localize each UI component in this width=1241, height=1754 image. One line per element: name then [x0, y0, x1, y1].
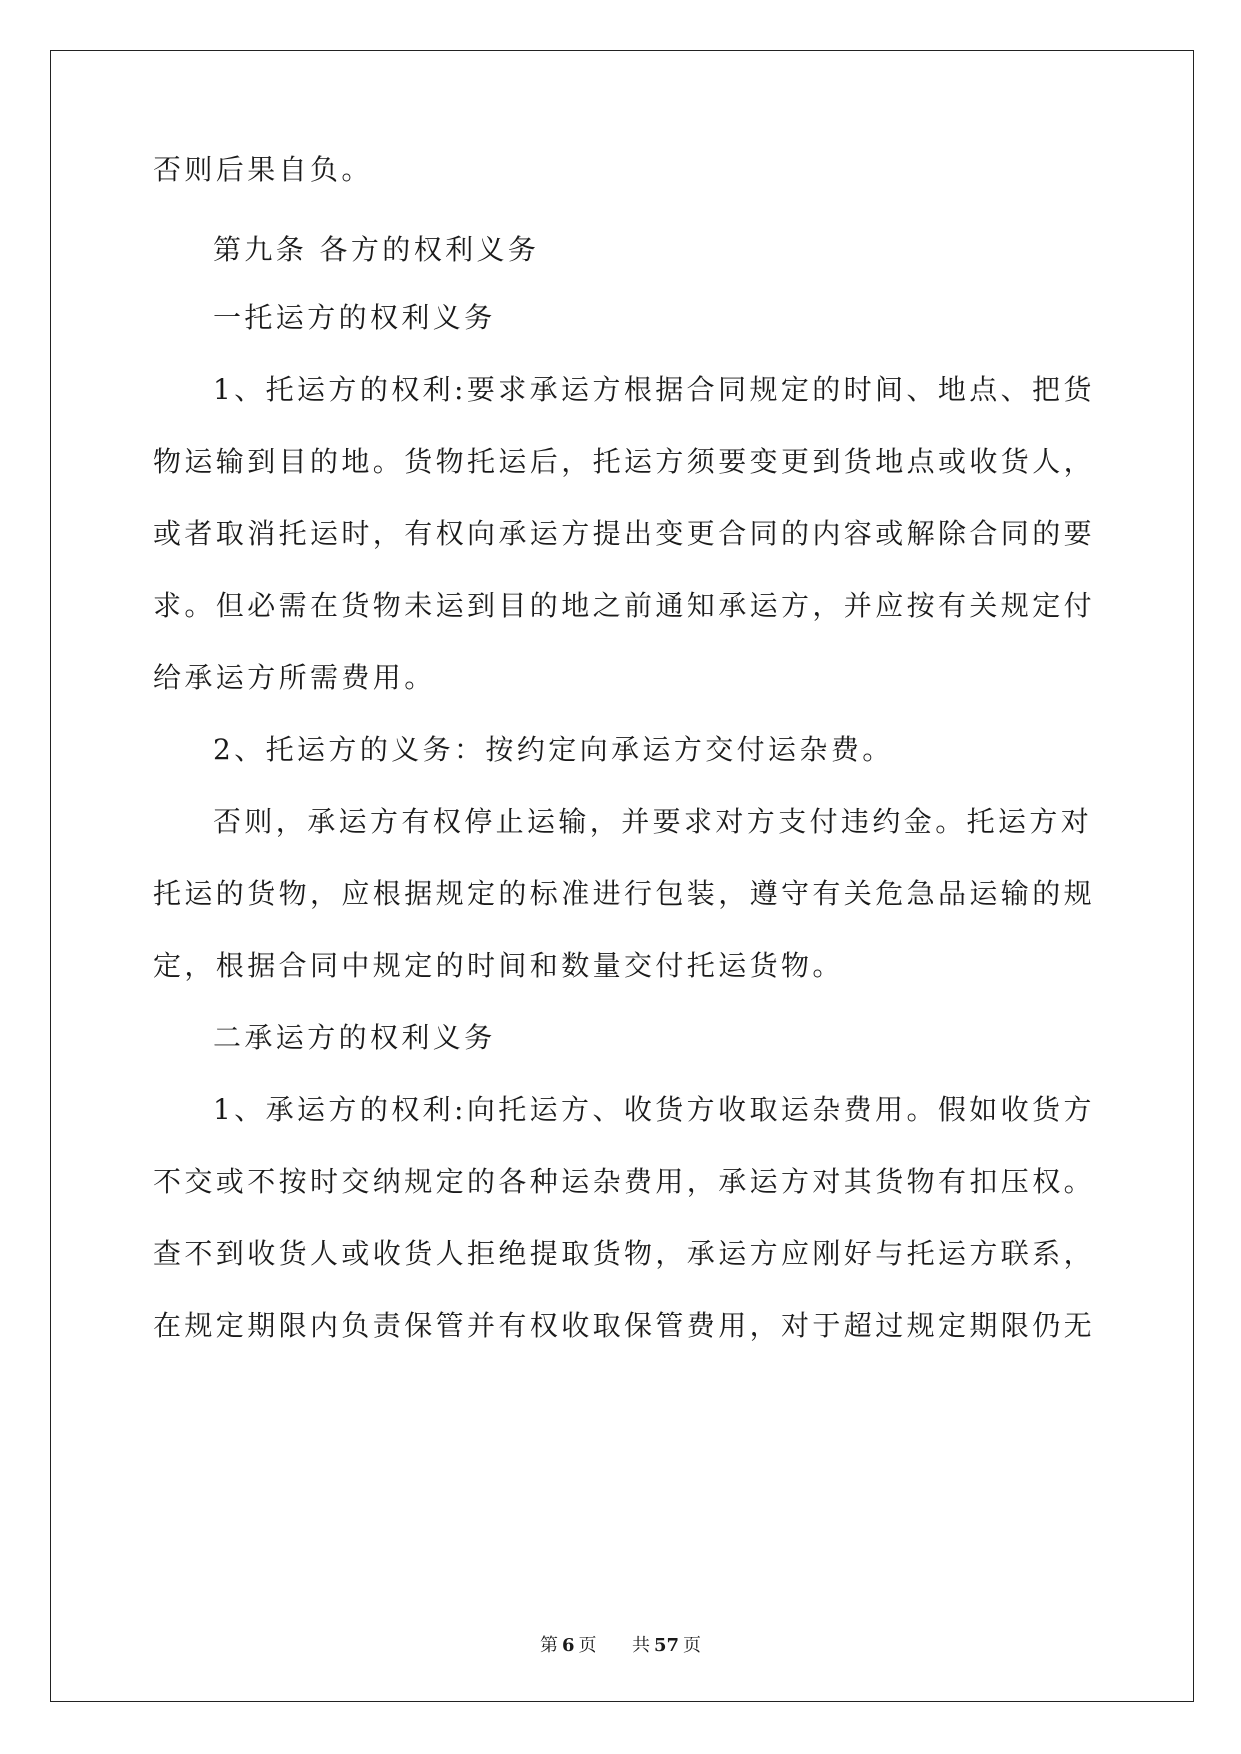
total-suffix: 页	[683, 1635, 702, 1656]
paragraph-line: 查不到收货人或收货人拒绝提取货物，承运方应刚好与托运方联系，	[153, 1237, 1096, 1270]
page-number: 6	[561, 1635, 575, 1656]
paragraph-line: 托运的货物，应根据规定的标准进行包装，遵守有关危急品运输的规	[153, 877, 1096, 910]
section-heading: 第九条 各方的权利义务	[213, 233, 540, 266]
paragraph-line: 否则后果自负。	[153, 153, 373, 186]
paragraph-line: 求。但必需在货物未运到目的地之前通知承运方，并应按有关规定付	[153, 589, 1096, 622]
paragraph-line: 否则，承运方有权停止运输，并要求对方支付违约金。托运方对	[213, 805, 1093, 838]
subsection-heading: 一托运方的权利义务	[213, 301, 496, 334]
paragraph-line: 2、托运方的义务：按约定向承运方交付运杂费。	[213, 733, 894, 766]
total-pages: 57	[653, 1635, 680, 1656]
page-prefix: 第	[539, 1635, 558, 1656]
paragraph-line: 1、托运方的权利:要求承运方根据合同规定的时间、地点、把货	[213, 373, 1095, 406]
total-prefix: 共	[631, 1635, 650, 1656]
paragraph-line: 1、承运方的权利:向托运方、收货方收取运杂费用。假如收货方	[213, 1093, 1095, 1126]
paragraph-line: 或者取消托运时，有权向承运方提出变更合同的内容或解除合同的要	[153, 517, 1096, 550]
paragraph-line: 定，根据合同中规定的时间和数量交付托运货物。	[153, 949, 844, 982]
subsection-heading: 二承运方的权利义务	[213, 1021, 496, 1054]
page-suffix: 页	[578, 1635, 597, 1656]
paragraph-line: 物运输到目的地。货物托运后，托运方须要变更到货地点或收货人，	[153, 445, 1096, 478]
paragraph-line: 在规定期限内负责保管并有权收取保管费用，对于超过规定期限仍无	[153, 1309, 1096, 1342]
page-footer	[0, 1634, 1241, 1658]
paragraph-line: 给承运方所需费用。	[153, 661, 436, 694]
paragraph-line: 不交或不按时交纳规定的各种运杂费用，承运方对其货物有扣压权。	[153, 1165, 1096, 1198]
